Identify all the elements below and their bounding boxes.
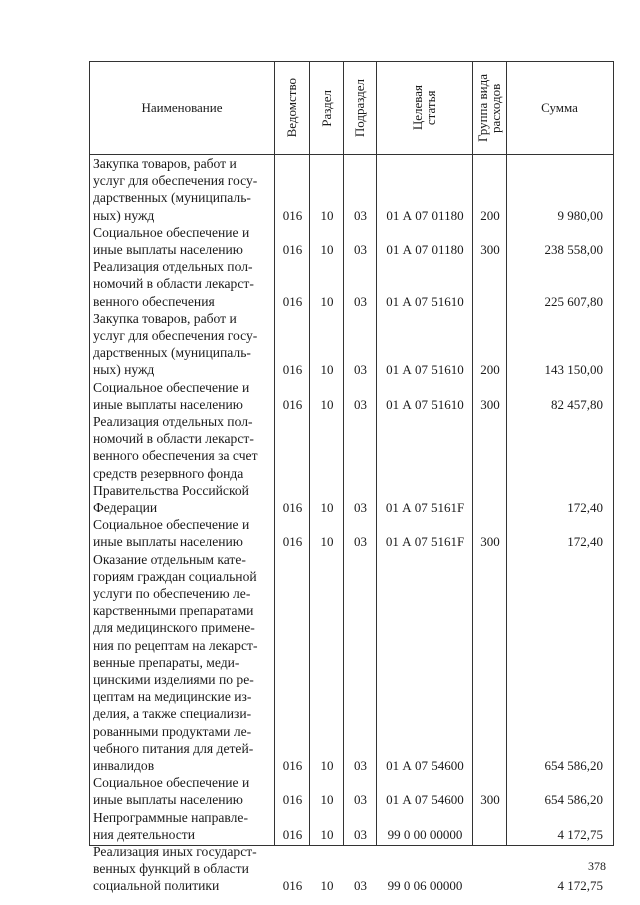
row-name: Реализация отдельных пол- номочий в области лекарст- венного обеспечения за счет средств резервного фонда Правительства Российской Федерации <box>93 414 258 516</box>
row-vedomstvo: 016 <box>282 396 303 412</box>
row-sum: 4 172,75 <box>557 826 603 842</box>
row-name: Реализация иных государст- венных функций в области социальной политики <box>93 844 257 894</box>
row-podrazdel: 03 <box>354 241 367 257</box>
row-vedomstvo: 016 <box>282 293 303 309</box>
row-sum: 82 457,80 <box>551 396 603 412</box>
row-sum: 4 172,75 <box>557 878 603 894</box>
header-target <box>376 62 472 154</box>
table-row <box>90 224 613 258</box>
header-razdel-label: Раздел <box>318 89 334 127</box>
row-vedomstvo: 016 <box>282 792 303 808</box>
row-vedomstvo: 016 <box>282 757 303 773</box>
row-vedomstvo: 016 <box>282 500 303 515</box>
row-sum: 9 980,00 <box>557 207 603 223</box>
header-vedomstvo-label: Ведомство <box>284 78 299 138</box>
row-razdel: 10 <box>320 757 334 773</box>
row-podrazdel: 03 <box>354 534 367 550</box>
row-name: Реализация отдельных пол- номочий в области лекарст- венного обеспечения <box>93 259 254 309</box>
table-row <box>90 843 613 895</box>
row-podrazdel: 03 <box>354 792 367 808</box>
row-group: 300 <box>480 396 500 412</box>
header-vedomstvo <box>274 62 309 154</box>
row-name: Социальное обеспечение и иные выплаты населению <box>93 775 250 808</box>
row-sum: 225 607,80 <box>544 293 603 309</box>
row-group: 300 <box>480 534 500 550</box>
table-row <box>90 774 613 808</box>
row-razdel: 10 <box>320 362 334 378</box>
row-group: 300 <box>480 792 500 808</box>
table-row <box>90 516 613 550</box>
row-sum: 172,40 <box>567 500 603 515</box>
page-number: 378 <box>588 859 606 873</box>
row-vedomstvo: 016 <box>282 826 303 842</box>
row-podrazdel: 03 <box>354 362 367 378</box>
row-name: Социальное обеспечение и иные выплаты населению <box>93 517 250 550</box>
row-vedomstvo: 016 <box>282 878 303 894</box>
row-podrazdel: 03 <box>354 757 367 773</box>
row-razdel: 10 <box>320 293 334 309</box>
header-podrazdel-label: Подраздел <box>352 78 367 138</box>
row-group: 200 <box>480 362 500 378</box>
header-name-label: Наименование <box>141 100 223 115</box>
row-podrazdel: 03 <box>354 826 367 842</box>
row-sum: 238 558,00 <box>544 241 603 257</box>
row-target: 01 А 07 5161F <box>385 500 465 515</box>
table-row <box>90 155 613 224</box>
row-razdel: 10 <box>320 396 334 412</box>
row-target: 01 А 07 51610 <box>386 293 464 309</box>
row-target: 01 А 07 01180 <box>386 241 464 257</box>
table-row <box>90 413 613 516</box>
row-vedomstvo: 016 <box>282 207 303 223</box>
row-name: Социальное обеспечение и иные выплаты населению <box>93 379 250 412</box>
row-target: 01 А 07 54600 <box>386 757 464 773</box>
row-podrazdel: 03 <box>354 293 367 309</box>
row-razdel: 10 <box>320 878 334 894</box>
header-sum <box>506 62 613 154</box>
table-row <box>90 310 613 379</box>
table-row <box>90 809 613 843</box>
row-vedomstvo: 016 <box>282 534 303 550</box>
row-target: 99 0 00 00000 <box>387 826 463 842</box>
header-name <box>90 62 274 154</box>
row-vedomstvo: 016 <box>282 241 303 257</box>
row-name: Социальное обеспечение и иные выплаты населению <box>93 224 250 257</box>
row-razdel: 10 <box>320 826 334 842</box>
row-target: 99 0 06 00000 <box>387 878 463 894</box>
row-target: 01 А 07 51610 <box>386 396 464 412</box>
row-sum: 654 586,20 <box>544 757 603 773</box>
header-group <box>472 62 506 154</box>
header-razdel <box>309 62 343 154</box>
row-sum: 172,40 <box>567 534 603 550</box>
row-razdel: 10 <box>320 792 334 808</box>
row-group: 300 <box>480 241 500 257</box>
row-razdel: 10 <box>320 500 334 515</box>
row-podrazdel: 03 <box>354 396 367 412</box>
header-target-label: Целевая статья <box>410 85 438 131</box>
row-name: Закупка товаров, работ и услуг для обеспечения госу- дарственных (муниципаль- ных) нужд <box>93 156 258 223</box>
row-target: 01 А 07 54600 <box>386 792 464 808</box>
row-target: 01 А 07 01180 <box>386 207 464 223</box>
row-podrazdel: 03 <box>354 207 367 223</box>
table-row <box>90 551 613 775</box>
row-podrazdel: 03 <box>354 878 367 894</box>
row-razdel: 10 <box>320 241 334 257</box>
row-name: Непрограммные направле- ния деятельности <box>93 809 248 842</box>
header-sum-label: Сумма <box>541 100 578 115</box>
table-row <box>90 379 613 413</box>
table-row <box>90 258 613 310</box>
row-vedomstvo: 016 <box>282 362 303 378</box>
row-sum: 143 150,00 <box>544 362 603 378</box>
row-target: 01 А 07 5161F <box>385 534 465 550</box>
row-target: 01 А 07 51610 <box>386 362 464 378</box>
row-name: Оказание отдельным кате- гориям граждан социальной услуги по обеспечению ле- карственными препаратами для медицинского примене- ния по рецептам на лекарст- венные препараты, меди- цинскими изделиями по ре- цептам на медицинские из- делия, а также специализи- рованными продуктами ле- чебного питания для детей- инвалидов <box>93 551 258 774</box>
row-sum: 654 586,20 <box>544 792 603 808</box>
header-group-label: Группа вида расходов <box>475 74 503 142</box>
row-podrazdel: 03 <box>354 500 367 515</box>
row-razdel: 10 <box>320 534 334 550</box>
row-razdel: 10 <box>320 207 334 223</box>
row-name: Закупка товаров, работ и услуг для обеспечения госу- дарственных (муниципаль- ных) нужд <box>93 310 258 378</box>
row-group: 200 <box>480 207 500 223</box>
header-podrazdel <box>343 62 376 154</box>
